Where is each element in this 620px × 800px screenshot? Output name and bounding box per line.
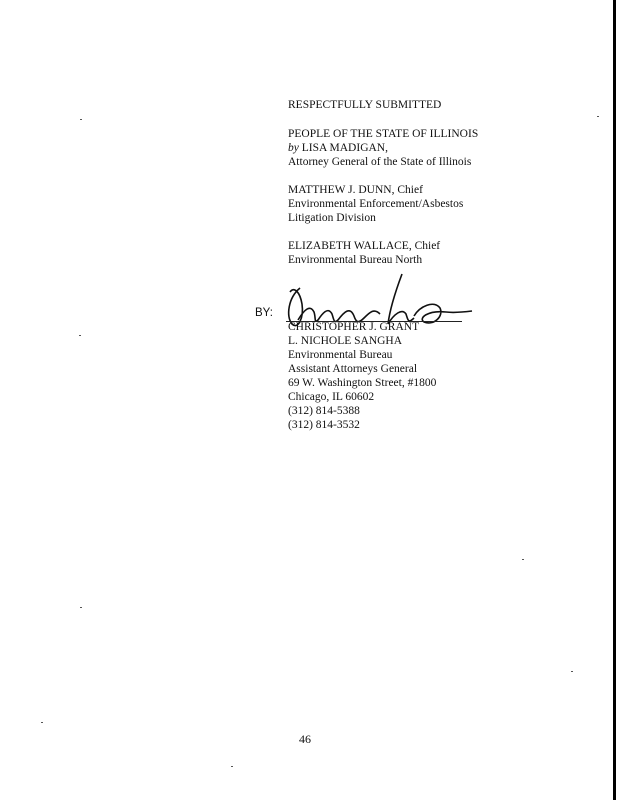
signer-bureau: Environmental Bureau bbox=[288, 349, 393, 361]
chief1-name: MATTHEW J. DUNN, Chief bbox=[288, 184, 423, 196]
attorney-general-line bbox=[288, 141, 478, 155]
signer-phone-1: (312) 814-5388 bbox=[288, 405, 360, 417]
scan-speck bbox=[571, 671, 573, 672]
attorney-general-name: LISA MADIGAN, bbox=[301, 142, 388, 154]
people-block bbox=[288, 127, 478, 169]
submission-heading-block bbox=[288, 98, 441, 112]
by-label: BY: bbox=[255, 307, 273, 319]
scan-speck bbox=[522, 559, 524, 560]
signer-role: Assistant Attorneys General bbox=[288, 363, 418, 375]
scan-speck bbox=[80, 607, 82, 608]
chief2-title: Environmental Bureau North bbox=[288, 254, 423, 266]
scan-speck bbox=[597, 116, 599, 117]
by-prefix: by bbox=[288, 142, 299, 154]
submission-heading: RESPECTFULLY SUBMITTED bbox=[288, 99, 442, 111]
page-number: 46 bbox=[299, 732, 311, 746]
signer-city: Chicago, IL 60602 bbox=[288, 391, 375, 403]
attorney-general-title: Attorney General of the State of Illinois bbox=[288, 156, 472, 168]
scan-edge-line bbox=[613, 0, 616, 800]
scan-speck bbox=[231, 766, 233, 767]
chief2-name: ELIZABETH WALLACE, Chief bbox=[288, 240, 441, 252]
signer-street: 69 W. Washington Street, #1800 bbox=[288, 377, 437, 389]
people-line: PEOPLE OF THE STATE OF ILLINOIS bbox=[288, 128, 479, 140]
chief1-title-1: Environmental Enforcement/Asbestos bbox=[288, 198, 464, 210]
signer-name-1: CHRISTOPHER J. GRANT bbox=[288, 321, 420, 333]
chief2-block bbox=[288, 239, 440, 267]
signers-block bbox=[288, 320, 436, 432]
signer-name-2: L. NICHOLE SANGHA bbox=[288, 335, 403, 347]
chief1-block bbox=[288, 183, 463, 225]
signer-phone-2: (312) 814-3532 bbox=[288, 419, 360, 431]
scan-speck bbox=[79, 335, 81, 336]
scan-speck bbox=[80, 119, 82, 120]
chief1-title-2: Litigation Division bbox=[288, 212, 376, 224]
scan-speck bbox=[41, 722, 43, 723]
